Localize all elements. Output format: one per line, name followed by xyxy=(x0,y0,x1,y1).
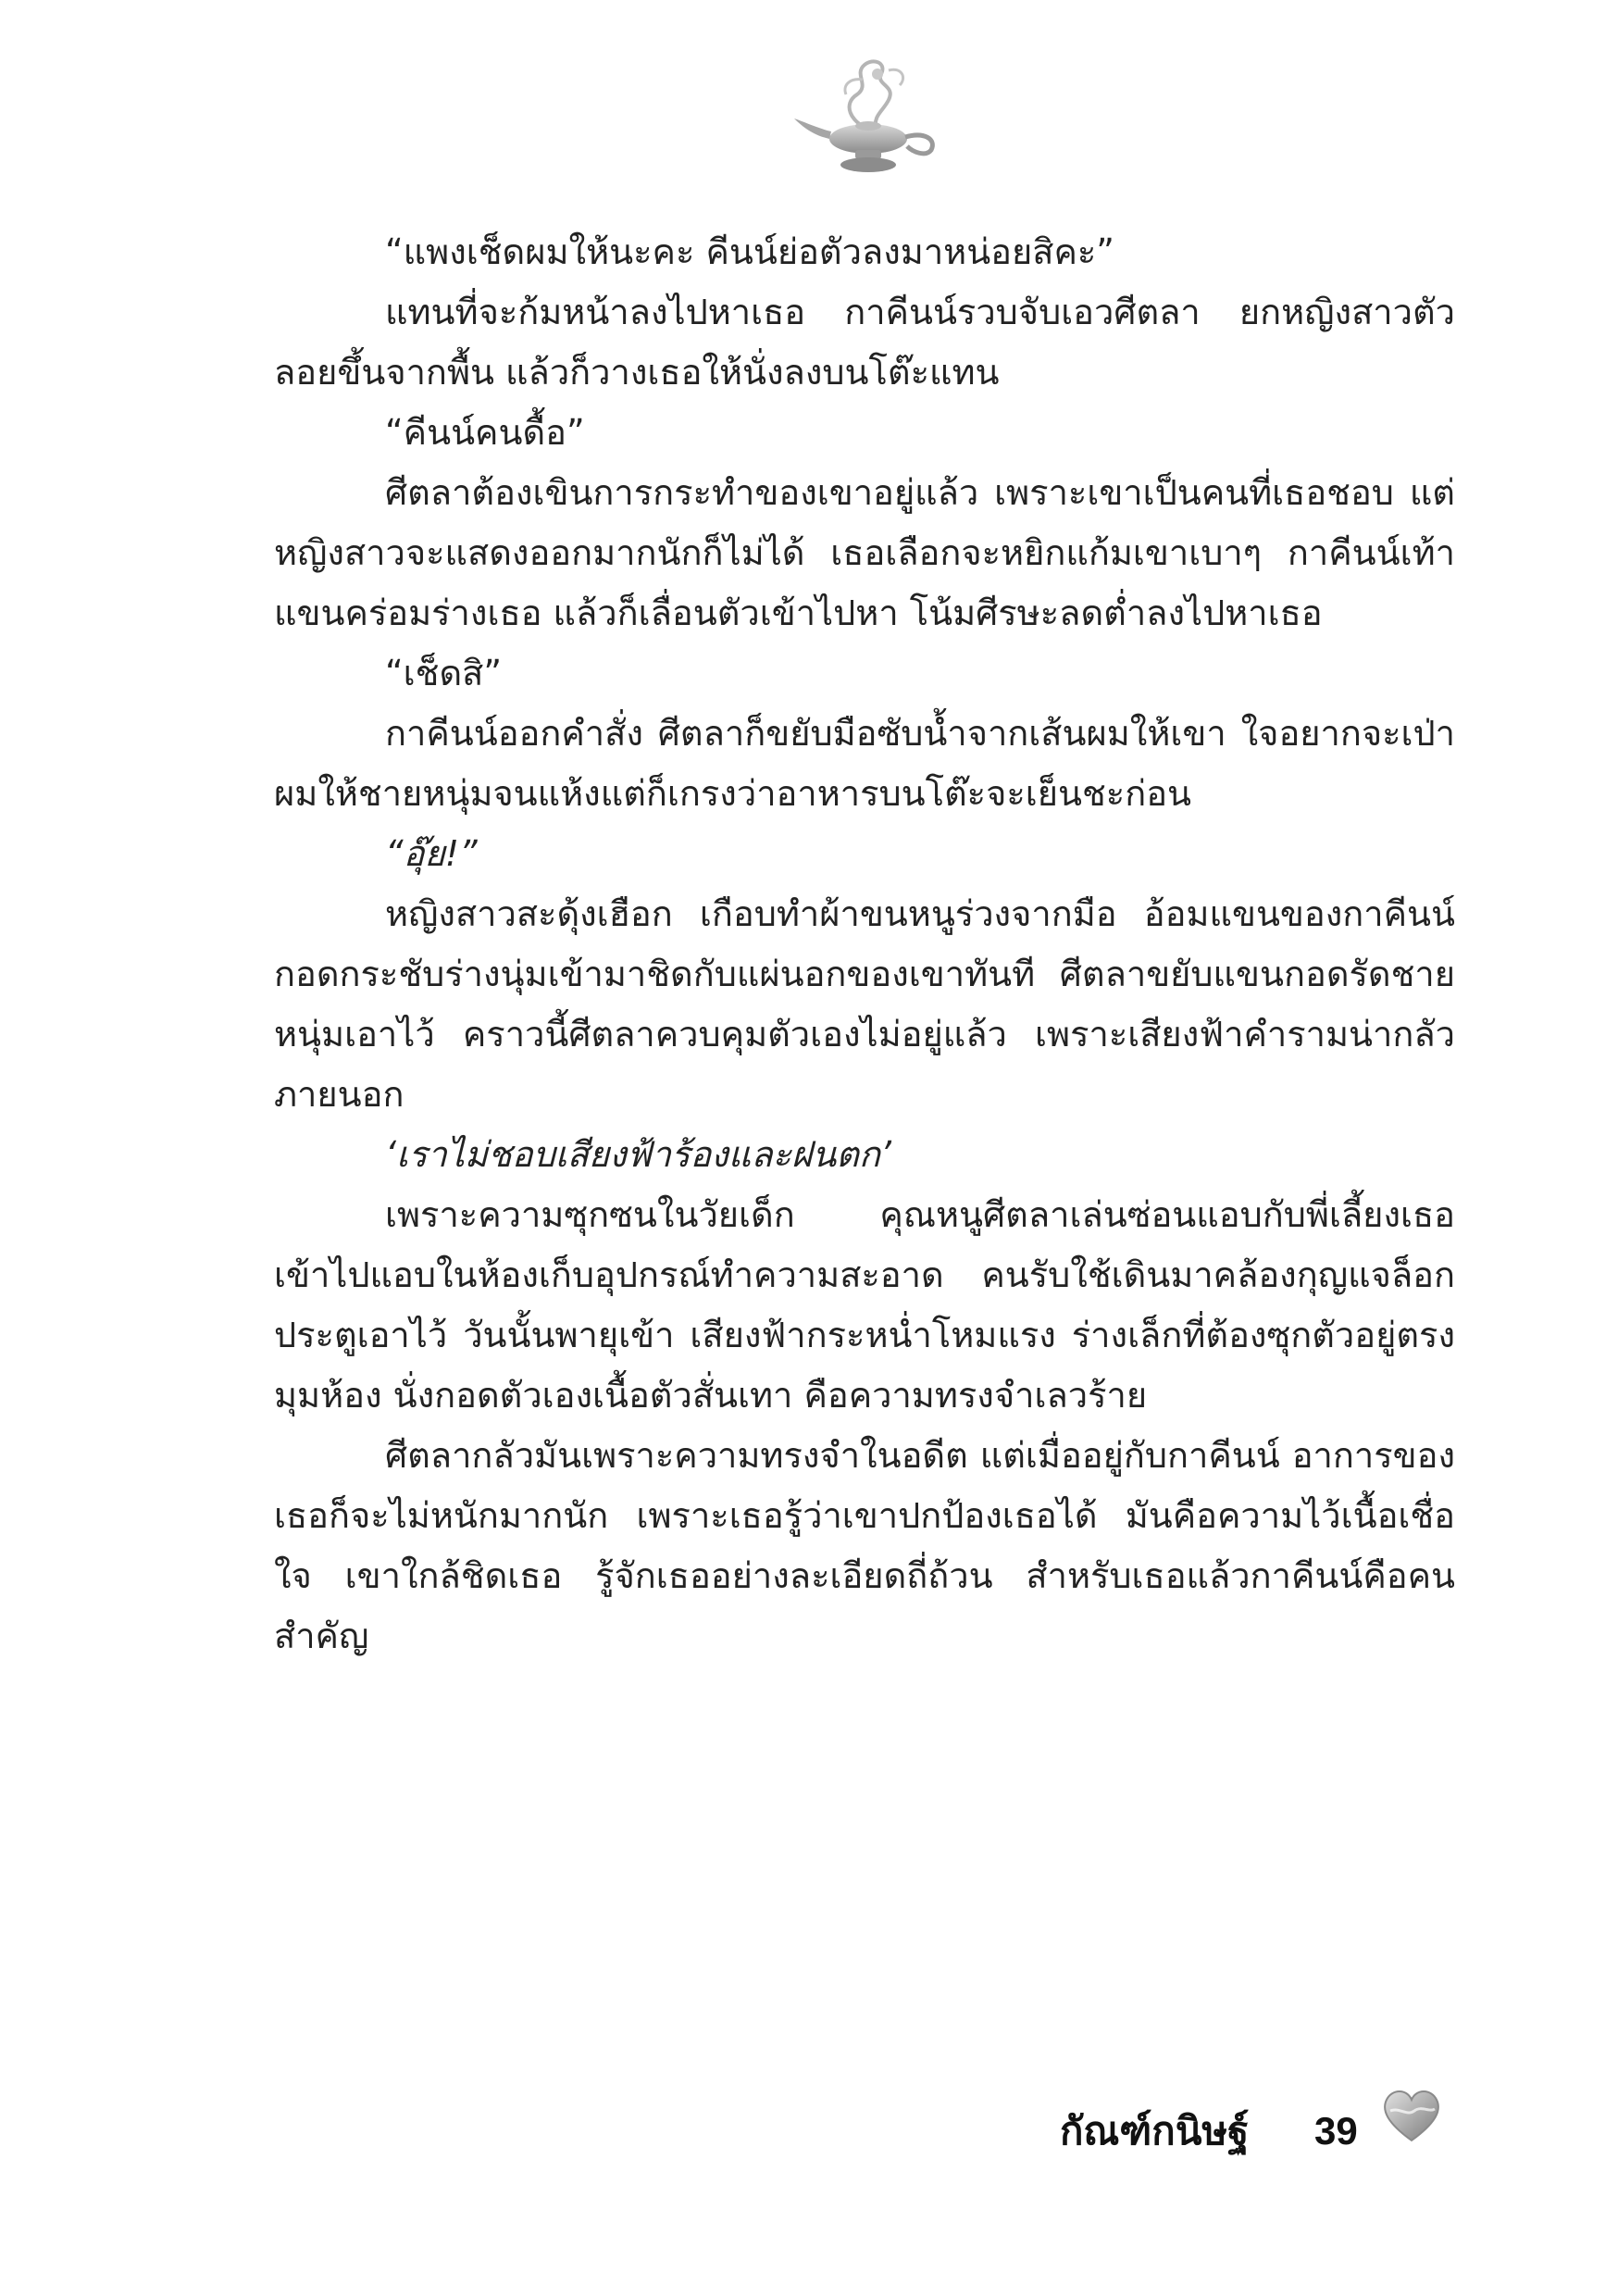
page-footer xyxy=(926,2083,1444,2203)
paragraph: ศีตลาต้องเขินการกระทำของเขาอยู่แล้ว เพราะเขาเป็นคนที่เธอชอบ แต่หญิงสาวจะแสดงออกมากนักก็ไม่ได้ เธอเลือกจะหยิกแก้มเขาเบาๆ กาคีนน์เท้าแขนคร่อมร่างเธอ แล้วก็เลื่อนตัวเข้าไปหา โน้มศีรษะลดต่ำลงไปหาเธอ xyxy=(274,472,1455,633)
paragraph-italic: ‘เราไม่ชอบเสียงฟ้าร้องและฝนตก’ xyxy=(385,1134,891,1175)
heart-icon xyxy=(1379,2083,1444,2148)
paragraph: เพราะความซุกซนในวัยเด็ก คุณหนูศีตลาเล่นซ่อนแอบกับพี่เลี้ยงเธอเข้าไปแอบในห้องเก็บอุปกรณ์ทำความสะอาด คนรับใช้เดินมาคล้องกุญแจล็อกประตูเอาไว้ วันนั้นพายุเข้า เสียงฟ้ากระหน่ำโหมแรง ร่างเล็กที่ต้องซุกตัวอยู่ตรงมุมห้อง นั่งกอดตัวเองเนื้อตัวสั่นเทา คือความทรงจำเลวร้าย xyxy=(274,1194,1455,1416)
body-text xyxy=(274,222,1455,2074)
paragraph: แทนที่จะก้มหน้าลงไปหาเธอ กาคีนน์รวบจับเอวศีตลา ยกหญิงสาวตัวลอยขึ้นจากพื้น แล้วก็วางเธอให้นั่งลงบนโต๊ะแทน xyxy=(274,292,1455,393)
paragraph: “แพงเช็ดผมให้นะคะ คีนน์ย่อตัวลงมาหน่อยสิคะ” xyxy=(385,231,1114,272)
paragraph-italic: “อุ๊ย!” xyxy=(385,833,478,874)
paragraph: “เช็ดสิ” xyxy=(385,653,503,693)
paragraph: “คีนน์คนดื้อ” xyxy=(385,412,585,453)
author-name: กัณฑ์กนิษฐ์ xyxy=(1060,2108,1250,2153)
page-number: 39 xyxy=(1314,2109,1358,2152)
genie-lamp-icon xyxy=(785,57,952,178)
paragraph: ศีตลากลัวมันเพราะความทรงจำในอดีต แต่เมื่ออยู่กับกาคีนน์ อาการของเธอก็จะไม่หนักมากนัก เพราะเธอรู้ว่าเขาปกป้องเธอได้ มันคือความไว้เนื้อเชื่อใจ เขาใกล้ชิดเธอ รู้จักเธออย่างละเอียดถี่ถ้วน สำหรับเธอแล้วกาคีนน์คือคนสำคัญ xyxy=(274,1435,1455,1656)
paragraph: หญิงสาวสะดุ้งเฮือก เกือบทำผ้าขนหนูร่วงจากมือ อ้อมแขนของกาคีนน์กอดกระชับร่างนุ่มเข้ามาชิดกับแผ่นอกของเขาทันที ศีตลาขยับแขนกอดรัดชายหนุ่มเอาไว้ คราวนี้ศีตลาควบคุมตัวเองไม่อยู่แล้ว เพราะเสียงฟ้าคำรามน่ากลัวภายนอก xyxy=(274,893,1455,1115)
paragraph: กาคีนน์ออกคำสั่ง ศีตลาก็ขยับมือซับน้ำจากเส้นผมให้เขา ใจอยากจะเป่าผมให้ชายหนุ่มจนแห้งแต่ก็เกรงว่าอาหารบนโต๊ะจะเย็นชะก่อน xyxy=(274,713,1455,814)
